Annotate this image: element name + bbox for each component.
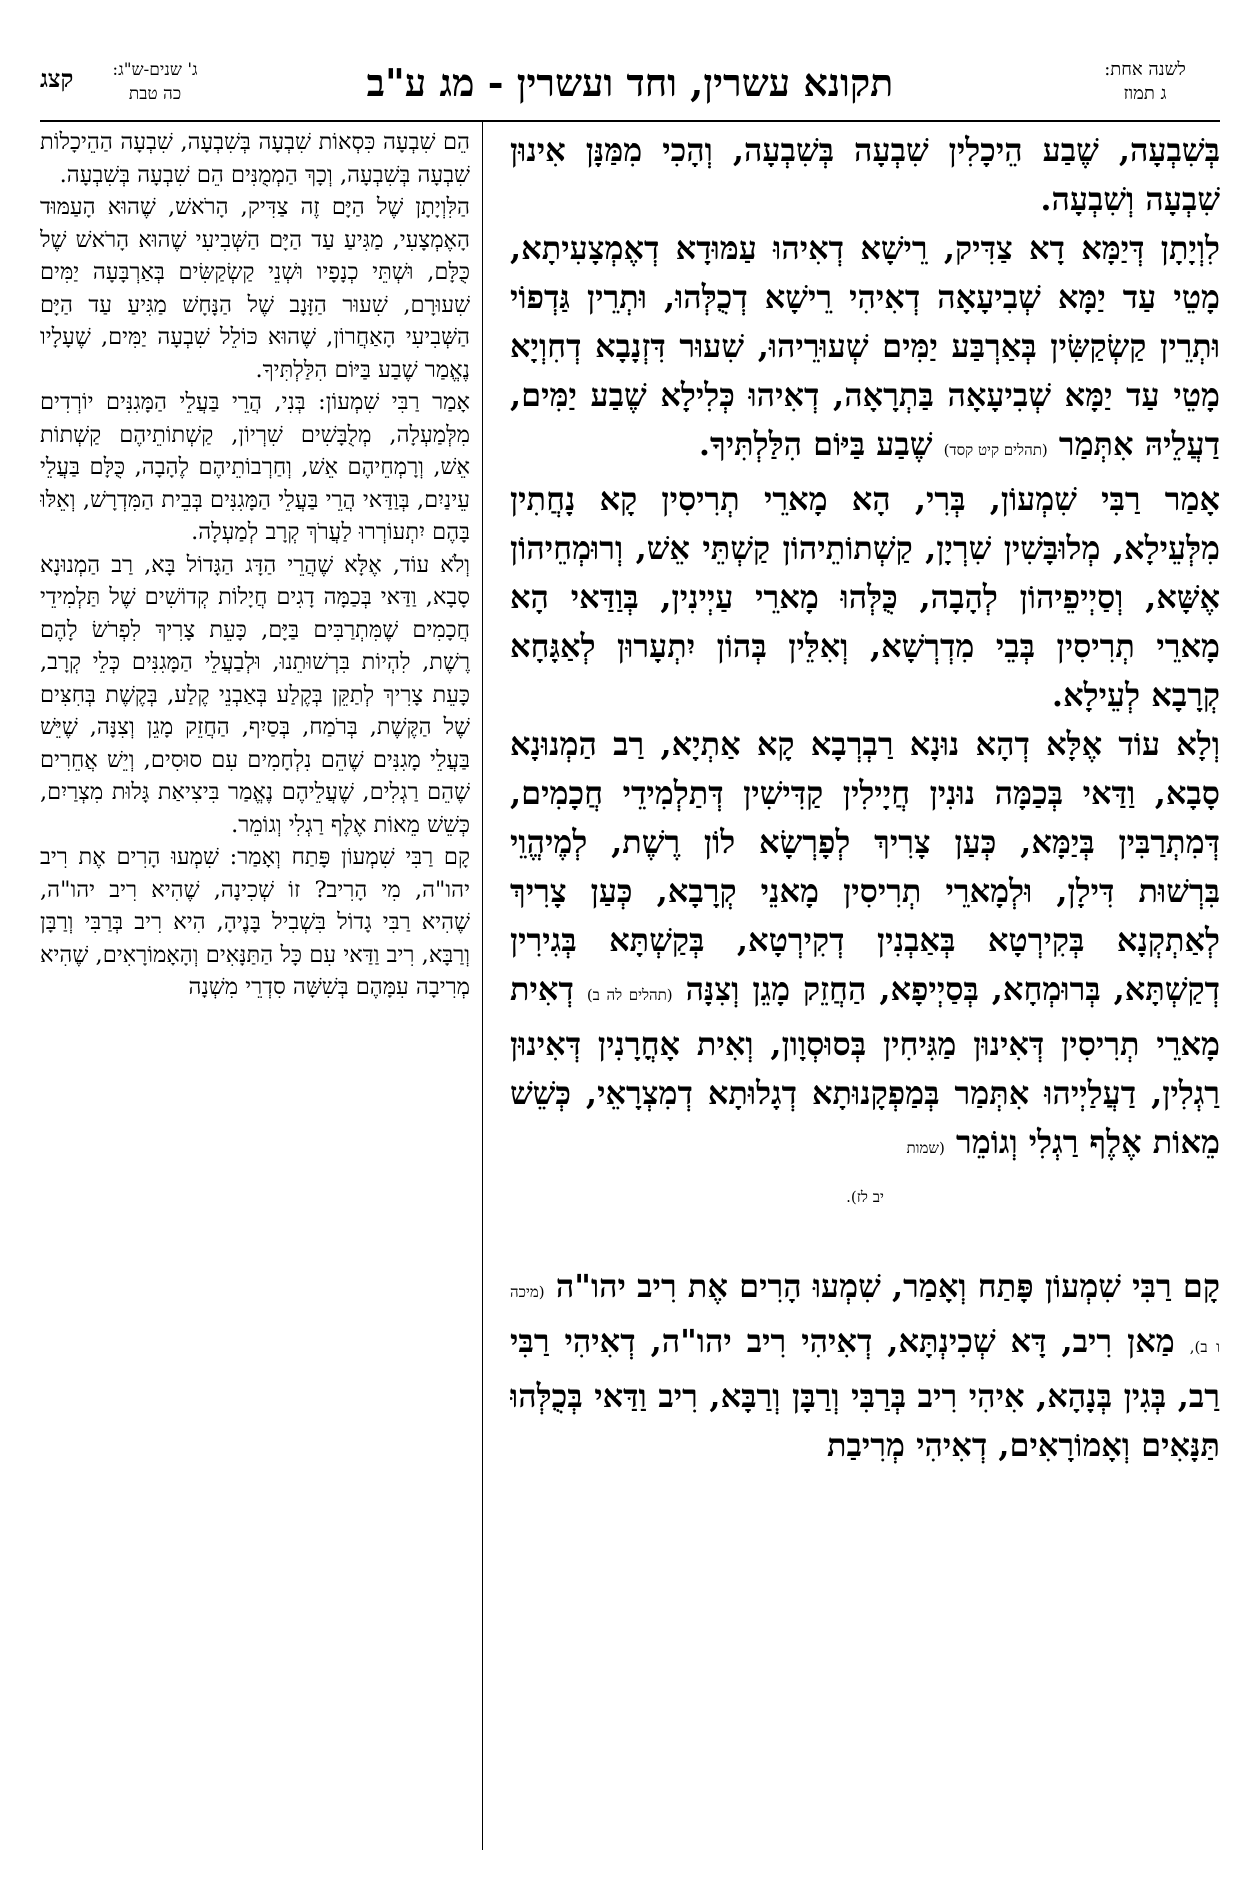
paragraph-spacer: [510, 1222, 1220, 1262]
main-paragraph-1: בְּשִׁבְעָה, שֶׁבַע הֵיכָלִין שִׁבְעָה בְּשִׁבְעָה, וְהָכִי מִמַּנָּן אִינוּן שִׁבְעָה וְשִׁבְעָה.: [510, 131, 1220, 218]
study-schedule-one-year: [1070, 58, 1220, 106]
main-paragraph-4-continuation: דְאִית מָארֵי תְרִיסִין דְּאִינוּן מַגִּיחִין בְּסוּסְוָון, וְאִית אָחֳרָנִין דְּאִינוּן רַגְלִין, דַעֲלַיְיהוּ אִתְּמַר בְּמַפְקָנוּתָא דְגָלוּתָא דְמִצְרָאֵי, כְּשֵׁשׁ מֵאוֹת אֶלֶף רַגְלִי וְגוֹמֵר: [510, 970, 1220, 1161]
column-divider: [482, 120, 483, 1850]
page-number: קצג: [40, 64, 74, 93]
header-divider: [40, 120, 1220, 122]
main-paragraph-4: [510, 720, 1220, 1173]
side-paragraph-5: קָם רַבִּי שִׁמְעוֹן פָּתַח וְאָמַר: שִׁמְעוּ הָרִים אֶת רִיב יהו"ה, מִי הָרִיב? זוֹ שְׁכִינָה, שֶׁהִיא רִיב יהו"ה, שֶׁהִיא רַבִּי גָדוֹל בִּשְׁבִיל בָּנֶיהָ, הִיא רִיב בְּרַבִּי וְרַבָּן וְרַבָּא, רִיב וַדַּאי עִם כָּל הַתַּנָּאִים וְהָאָמוֹרָאִים, שֶׁהִיא מְרִיבָה עִמָּהֶם בְּשִׁשָּׁה סִדְרֵי מִשְׁנָה: [40, 844, 470, 1000]
side-paragraph-3: אָמַר רַבִּי שִׁמְעוֹן: בְּנִי, הֲרֵי בַּעֲלֵי הַמָּגִנִּים יוֹרְדִים מִלְּמַעְלָה, מְלֻבָּשִׁים שִׁרְיוֹן, קַשְׁתוֹתֵיהֶם קַשְׁתוֹת אֵשׁ, וְרָמְחֵיהֶם אֵשׁ, וְחַרְבוֹתֵיהֶם לֶהָבָה, כֻּלָּם בַּעֲלֵי עֵינַיִם, בְּוַדַּאי הֲרֵי בַּעֲלֵי הַמָּגִנִּים בְּבֵית הַמִּדְרָשׁ, וְאֵלּוּ בָּהֶם יִתְעוֹרְרוּ לַעֲרֹךְ קְרָב לְמַעְלָה.: [40, 389, 470, 545]
main-paragraph-4-text: וְלָא עוֹד אֶלָּא דְהָא נוּנָא רַבְרְבָא קָא אַתְיָא, רַב הַמְנוּנָא סָבָא, וַדַּאי בְּכַמָּה נוּנִין חֲיָילִין קַדִּישִׁין דְּתַלְמִידֵי חֲכָמִים, דְּמִתְרַבִּין בְּיַמָּא, כְּעַן צָרִיךְ לְפָרְשָׂא לוֹן רֶשֶׁת, לְמֶיהֱוֵי בִּרְשׁוּת דִּילָן, וּלְמָארֵי תְרִיסִין מָאנֵי קְרָבָא, כְּעַן צָרִיךְ לְאַתְקְנָא בְּקִירְטָא בְּאַבְנִין דְקִירְטָא, בְּקַשְׁתָּא בְּגִירִין דְקַשְׁתָּא, בְּרוּמְחָא, בְּסַיְיפָא, הַחֲזֵק מָגֵן וְצִנָּה: [510, 725, 1220, 1008]
main-paragraph-5-continuation: מַאן רִיב, דָּא שְׁכִינְתָּא, דְאִיהִי רִיב יהו"ה, דְאִיהִי רַבִּי רַב, בְּגִין בְּנָהָא, אִיהִי רִיב בְּרַבִּי וְרַבָּן וְרַבָּא, רִיב וַדַּאי בְּכֻלְּהוּ תַּנָּאִים וְאָמוֹרָאִים, דְאִיהִי מְרִיבַת: [510, 1322, 1220, 1464]
page-title: תקונא עשרין, וחד ועשרין - מג ע"ב: [366, 60, 894, 105]
hebrew-translation-column: [40, 126, 470, 1851]
verse-reference-tehillim-35: (תהלים לה ב): [586, 986, 673, 1004]
main-paragraph-5: [510, 1262, 1220, 1470]
verse-reference-micha: (מיכה ו ב),: [510, 1283, 1220, 1356]
verse-reference-shemot-continued: יב לז).: [846, 1188, 884, 1206]
verse-reference-tehillim-119: (תהלים קיט קסד): [943, 441, 1048, 459]
schedule-label-three-years: ג' שנים-ש"ג:: [112, 60, 198, 80]
verse-reference-shemot: (שמות: [906, 1139, 945, 1157]
side-paragraph-4: וְלֹא עוֹד, אֶלָּא שֶׁהֲרֵי הַדָּג הַגָּדוֹל בָּא, רַב הַמְנוּנָא סָבָא, וַדַּאי בְּכַמָּה דָגִים חֲיָלוֹת קְדוֹשִׁים שֶׁל תַּלְמִידֵי חֲכָמִים שֶׁמִּתְרַבִּים בַּיָּם, כָּעֵת צָרִיךְ לִפְרֹשׂ לָהֶם רֶשֶׁת, לִהְיוֹת בִּרְשׁוּתֵנוּ, וּלְבַעֲלֵי הַמָּגִנִּים כְּלֵי קְרָב, כָּעֵת צָרִיךְ לְתַקֵּן בְּקֶלַע בְּאַבְנֵי קֶלַע, בְּקֶשֶׁת בְּחִצִּים שֶׁל הַקֶּשֶׁת, בְּרֹמַח, בְּסַיִף, הַחֲזֵק מָגֵן וְצִנָּה, שֶׁיֵּשׁ בַּעֲלֵי מָגִנִּים שֶׁהֵם נִלְחָמִים עִם סוּסִים, וְיֵשׁ אֲחֵרִים שֶׁהֵם רַגְלִים, שֶׁעֲלֵיהֶם נֶאֱמַר בִּיצִיאַת גָּלוּת מִצְרַיִם, כְּשֵׁשׁ מֵאוֹת אֶלֶף רַגְלִי וְגוֹמֵר.: [40, 551, 470, 838]
schedule-date-one-year: ג תמוז: [1123, 83, 1167, 104]
side-paragraph-1: הֵם שִׁבְעָה כִּסְאוֹת שִׁבְעָה בְּשִׁבְעָה, שִׁבְעָה הַהֵיכָלוֹת שִׁבְעָה בְּשִׁבְעָה, וְכָךְ הַמְמֻנִּים הֵם שִׁבְעָה בְּשִׁבְעָה.: [40, 129, 470, 188]
main-paragraph-5-text: קָם רַבִּי שִׁמְעוֹן פָּתַח וְאָמַר, שִׁמְעוּ הָרִים אֶת רִיב יהו"ה: [555, 1267, 1220, 1305]
schedule-label-one-year: לשנה אחת:: [1104, 59, 1186, 80]
main-paragraph-2-verse: שֶׁבַע בַּיּוֹם הִלַּלְתִּיךָ.: [698, 425, 933, 463]
main-paragraph-3: אָמַר רַבִּי שִׁמְעוֹן, בְּרִי, הָא מָארֵי תְרִיסִין קָא נָחֲתִין מִלְּעֵילָא, מְלוּבָּשִׁין שִׁרְיָן, קַשְׁתוֹתֵיהוֹן קַשְׁתֵּי אֵשׁ, וְרוּמְחֵיהוֹן אֶשָּׁא, וְסַיְיפֵיהוֹן לְהָבָה, כֻּלְּהוּ מָארֵי עַיְינִין, בְּוַדַּאי הָא מָארֵי תְרִיסִין בְּבֵי מִדְרְשָׁא, וְאִלֵּין בְּהוֹן יִתְעָרוּן לְאַגָּחָא קְרָבָא לְעֵילָא.: [510, 480, 1220, 714]
side-paragraph-2: הַלִּוְיָתָן שֶׁל הַיָּם זֶה צַדִּיק, הָרֹאשׁ, שֶׁהוּא הָעַמּוּד הָאֶמְצָעִי, מַגִּיעַ עַד הַיָּם הַשְּׁבִיעִי שֶׁהוּא הָרֹאשׁ שֶׁל כֻּלָּם, וּשְׁתֵּי כְנָפָיו וּשְׁנֵי קַשְׂקַשִּׂים בְּאַרְבָּעָה יַמִּים שִׁעוּרָם, שִׁעוּר הַזָּנָב שֶׁל הַנָּחָשׁ מַגִּיעַ עַד הַיָּם הַשְּׁבִיעִי הָאַחֲרוֹן, שֶׁהוּא כּוֹלֵל שִׁבְעָה יַמִּים, שֶׁעָלָיו נֶאֱמַר שֶׁבַע בַּיּוֹם הִלַּלְתִּיךָ.: [40, 194, 470, 383]
schedule-date-three-years: כה טבת: [128, 84, 182, 104]
main-paragraph-2-text: לִוְיָתָן דְּיַמָּא דָא צַדִּיק, רֵישָׁא דְאִיהוּ עַמּוּדָא דְאֶמְצָעִיתָא, מָטֵי עַד יַמָּא שְׁבִיעָאָה דְאִיהִי רֵישָׁא דְכֻלְּהוּ, וּתְרֵין גַּדְפוֹי וּתְרֵין קַשְׂקַשִּׂין בְּאַרְבַּע יַמִּים שְׁעוּרֵיהוּ, שִׁעוּר דִּזְנָבָא דְחִוְיָא מָטֵי עַד יַמָּא שְׁבִיעָאָה בַּתְרָאָה, דְאִיהוּ כְּלִילָא שֶׁבַע יַמִּים, דַעֲלֵיהּ אִתְּמַר: [510, 229, 1220, 463]
aramaic-text-column: [510, 126, 1220, 1851]
main-paragraph-2: [510, 224, 1220, 475]
study-schedule-three-years: [100, 58, 210, 106]
header-left-block: [40, 58, 210, 122]
